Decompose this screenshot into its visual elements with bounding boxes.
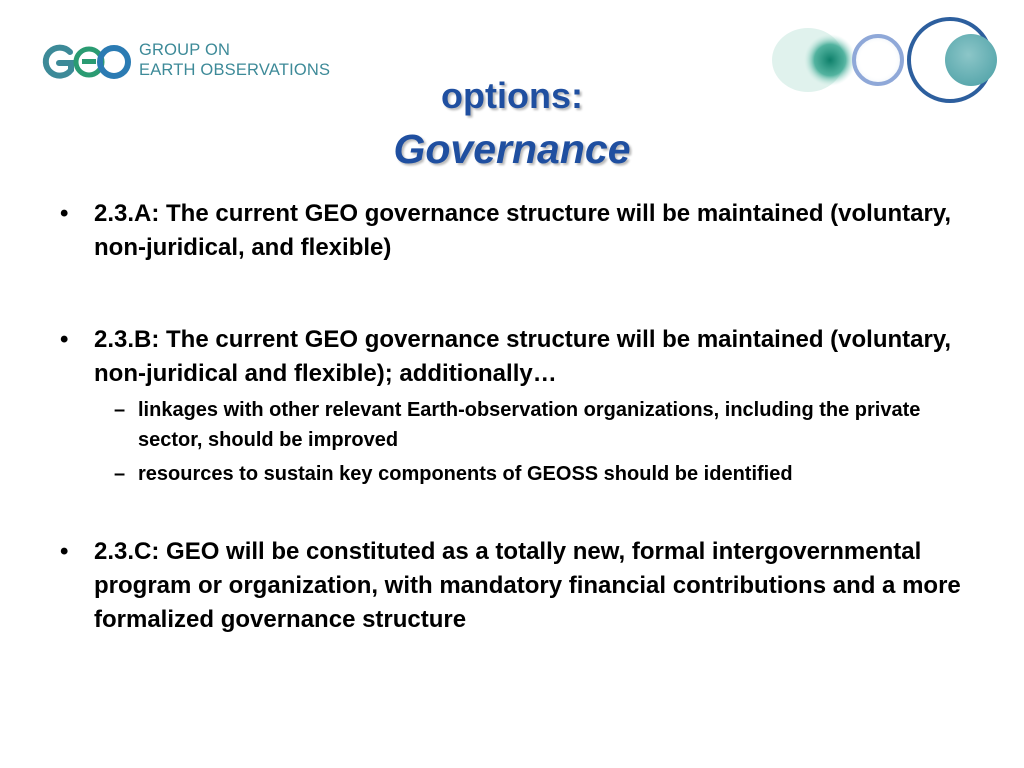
bullet-text: 2.3.B: The current GEO governance structure will be maintained (voluntary, non-juridical and flexible); additionally…	[94, 326, 952, 387]
bullet-marker: •	[60, 326, 69, 353]
logo-line-2: EARTH OBSERVATIONS	[139, 61, 331, 79]
sub-marker: –	[114, 463, 126, 485]
bullet-text: 2.3.C: GEO will be constituted as a totally new, formal intergovernmental program or organization, with mandatory financial contributions and a more formalized governance structure	[94, 538, 961, 633]
slide-title-line-1: options:	[441, 75, 583, 116]
bullet-item-b	[58, 323, 988, 391]
sub-text: resources to sustain key components of GEOSS should be identified	[138, 463, 793, 485]
sub-item-resources	[58, 459, 988, 489]
slide-content	[58, 197, 988, 637]
logo-text	[139, 40, 330, 80]
bullet-item-a	[58, 197, 988, 265]
bullet-text: 2.3.A: The current GEO governance structure will be maintained (voluntary, non-juridical, and flexible)	[94, 200, 952, 261]
sub-marker: –	[114, 399, 126, 421]
bullet-marker: •	[60, 200, 69, 227]
bullet-item-c	[58, 535, 988, 637]
logo-line-1: GROUP ON	[139, 41, 231, 59]
bullet-marker: •	[60, 538, 69, 565]
slide-title-line-2: Governance	[393, 126, 631, 172]
sub-text: linkages with other relevant Earth-observation organizations, including the private sector, should be improved	[138, 399, 921, 451]
sub-item-linkages	[58, 395, 988, 455]
